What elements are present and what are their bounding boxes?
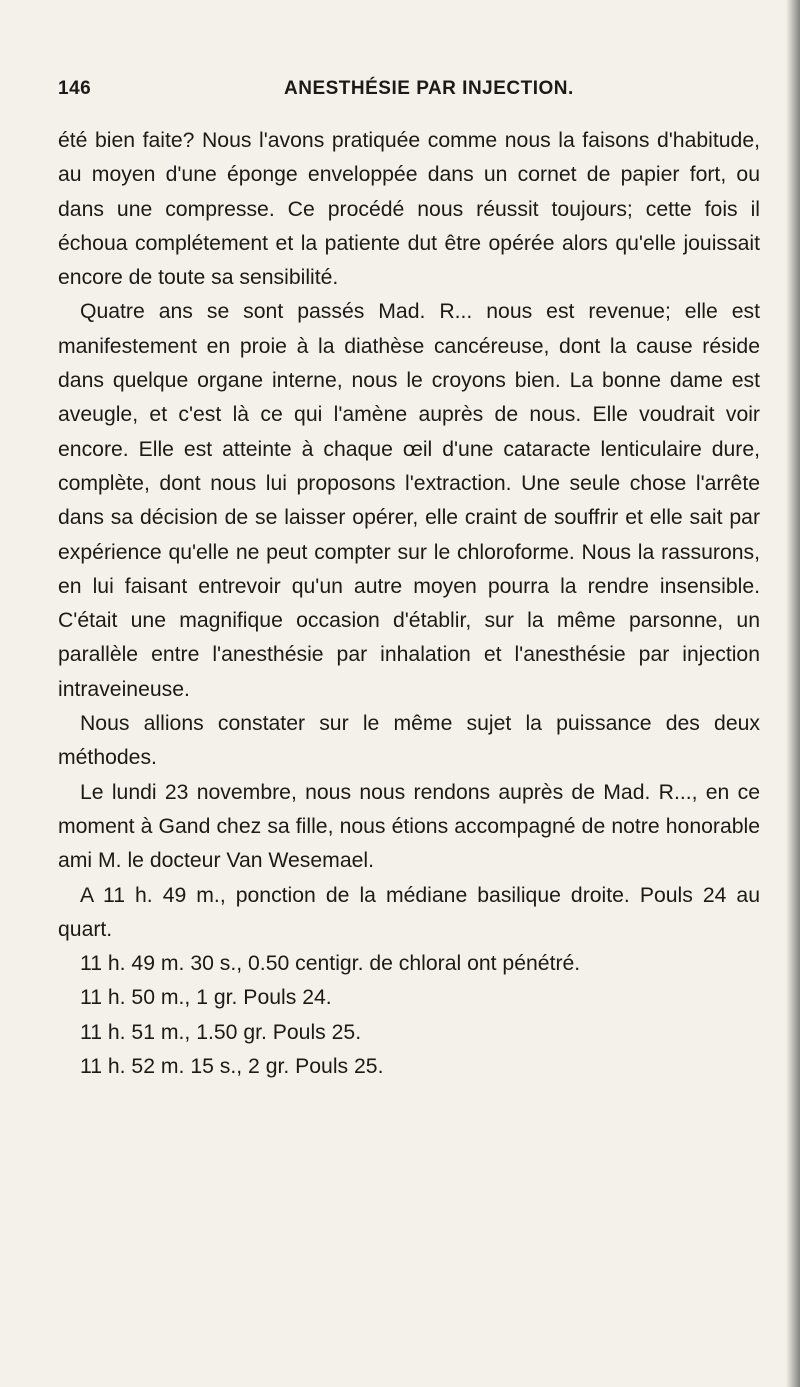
body-text	[58, 124, 760, 1084]
paragraph: A 11 h. 49 m., ponction de la médiane basilique droite. Pouls 24 au quart.	[58, 883, 760, 941]
page-edge-shadow	[786, 0, 800, 1387]
paragraph: Le lundi 23 novembre, nous nous rendons auprès de Mad. R..., en ce moment à Gand chez sa fille, nous étions accompagné de notre honorable ami M. le docteur Van Wesemael.	[58, 780, 760, 873]
timeline-entry: 11 h. 51 m., 1.50 gr. Pouls 25.	[80, 1020, 362, 1044]
running-head	[58, 70, 760, 100]
timeline-entry: 11 h. 52 m. 15 s., 2 gr. Pouls 25.	[80, 1055, 384, 1079]
page-number: 146	[58, 78, 92, 99]
timeline-entry: 11 h. 50 m., 1 gr. Pouls 24.	[80, 986, 332, 1010]
paragraph: Quatre ans se sont passés Mad. R... nous est revenue; elle est manifestement en proie à la diathèse cancéreuse, dont la cause réside dans quelque organe interne, nous le croyons bien. La bonne dame est aveugle, et c'est là ce qui l'amène auprès de nous. Elle voudrait voir encore. Elle est atteinte à chaque œil d'une cataracte lenticulaire dure, complète, dont nous lui proposons l'extraction. Une seule chose l'arrête dans sa décision de se laisser opérer, elle craint de souffrir et elle sait par expérience qu'elle ne peut compter sur le chloroforme. Nous la rassurons, en lui faisant entrevoir qu'un autre moyen pourra la rendre insensible. C'était une magnifique occasion d'établir, sur la même parsonne, un parallèle entre l'anesthésie par inhalation et l'anesthésie par injection intraveineuse.	[58, 300, 760, 701]
running-title: ANESTHÉSIE PAR INJECTION.	[284, 78, 574, 99]
paragraph: Nous allions constater sur le même sujet la puissance des deux méthodes.	[58, 712, 760, 770]
timeline-entry: 11 h. 49 m. 30 s., 0.50 centigr. de chloral ont pénétré.	[80, 952, 581, 976]
paragraph: été bien faite? Nous l'avons pratiquée comme nous la faisons d'habitude, au moyen d'une éponge enveloppée dans un cornet de papier fort, ou dans une compresse. Ce procédé nous réussit toujours; cette fois il échoua complétement et la patiente dut être opérée alors qu'elle jouissait encore de toute sa sensibilité.	[58, 129, 760, 290]
